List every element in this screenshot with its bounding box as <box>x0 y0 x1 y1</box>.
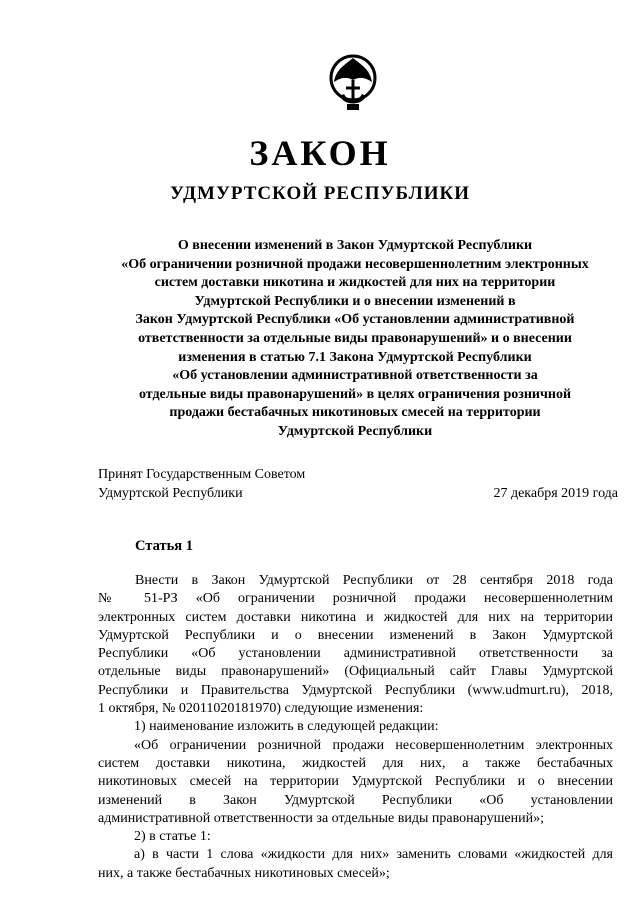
subject-line: «Об установлении административной ответственности за <box>172 368 538 384</box>
article-heading: Статья 1 <box>135 538 193 554</box>
article-line: никотиновых смесей на территории Удмуртской Республики и о внесении <box>98 774 613 790</box>
subject-line: ответственности за отдельные виды правонарушений» и о внесении <box>138 330 572 346</box>
article-line: систем доставки никотина, жидкостей для них, а также бестабачных <box>98 755 613 771</box>
article-line: электронных систем доставки никотина и жидкостей для них на территории <box>98 609 613 625</box>
adoption-block <box>98 466 618 503</box>
adopted-by-line2: Удмуртской Республики <box>98 485 243 501</box>
law-title: ЗАКОН <box>249 133 391 173</box>
article-line: 2) в статье 1: <box>134 829 211 845</box>
subject-line: отдельные виды правонарушений» в целях ограничения розничной <box>138 386 572 402</box>
article-line: отдельные виды правонарушений» (Официальный сайт Главы Удмуртской <box>98 664 613 680</box>
adoption-date: 27 декабря 2019 года <box>493 485 618 501</box>
article-line: Внести в Закон Удмуртской Республики от 28 сентября 2018 года <box>135 573 613 588</box>
article-body <box>98 572 613 883</box>
subject-line: «Об ограничении розничной продажи несовершеннолетним электронных <box>121 256 589 272</box>
subject-line: Закон Удмуртской Республики «Об установлении административной <box>135 312 575 328</box>
article-line: «Об ограничении розничной продажи несовершеннолетним электронных <box>134 737 613 753</box>
article-line: а) в части 1 слова «жидкости для них» заменить словами «жидкостей для <box>134 847 613 863</box>
subject-line: систем доставки никотина и жидкостей для них на территории <box>154 275 556 291</box>
article-line: изменений в Закон Удмуртской Республики «Об установлении <box>98 792 613 808</box>
article-line: № 51-РЗ «Об ограничении розничной продажи несовершеннолетним <box>98 591 613 607</box>
adopted-by-line1: Принят Государственным Советом <box>98 467 306 482</box>
law-subtitle: УДМУРТСКОЙ РЕСПУБЛИКИ <box>169 183 471 204</box>
subject-line: Удмуртской Республики и о внесении изменений в <box>194 293 516 309</box>
coat-of-arms-emblem <box>326 48 380 116</box>
subject-line: продажи бестабачных никотиновых смесей на территории <box>169 405 541 421</box>
article-line: Удмуртской Республики и о внесении изменений в Закон Удмуртской <box>98 627 613 643</box>
law-subject <box>90 237 620 442</box>
subject-line: изменения в статью 7.1 Закона Удмуртской Республики <box>178 349 532 365</box>
subject-line: Удмуртской Республики <box>277 423 433 439</box>
article-line: административной ответственности за отдельные виды правонарушений»; <box>98 810 544 826</box>
article-line: них, а также бестабачных никотиновых смесей»; <box>98 865 390 881</box>
article-line: 1) наименование изложить в следующей редакции: <box>134 719 439 735</box>
article-line: Республики «Об установлении административной ответственности за <box>98 646 613 662</box>
article-line: Республики и Правительства Удмуртской Республики (www.udmurt.ru), 2018, <box>98 682 613 698</box>
subject-line: О внесении изменений в Закон Удмуртской Республики <box>177 238 533 253</box>
article-line: 1 октября, № 02011020181970) следующие изменения: <box>98 701 424 717</box>
